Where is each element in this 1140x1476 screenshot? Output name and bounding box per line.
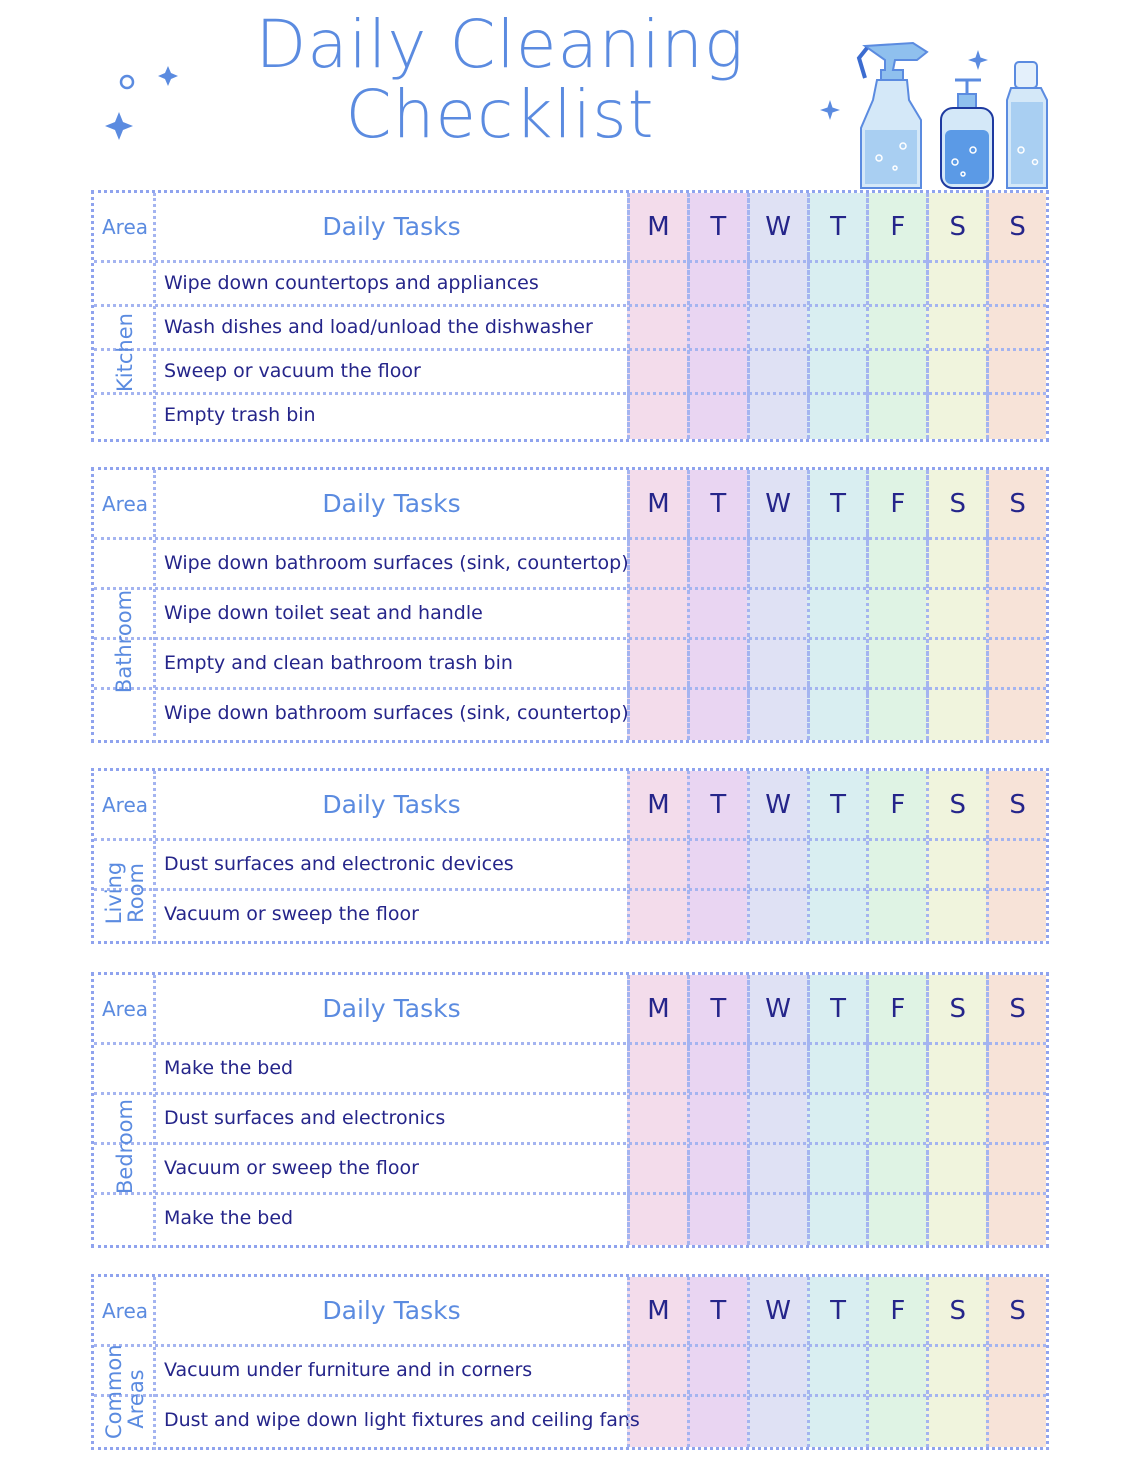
task-row <box>94 1397 1046 1447</box>
check-cell-tue[interactable] <box>687 307 747 348</box>
tasks-header-label: Daily Tasks <box>322 489 461 518</box>
check-cell-sun[interactable] <box>986 841 1046 888</box>
check-cell-fri[interactable] <box>866 1095 926 1142</box>
table-header-row <box>94 193 1046 263</box>
task-label: Dust surfaces and electronic devices <box>164 853 514 875</box>
cleaning-bottles-illustration <box>855 38 1055 193</box>
check-cell-mon[interactable] <box>627 263 687 304</box>
area-label: Living Room <box>102 861 148 924</box>
day-header: T <box>687 975 747 1042</box>
day-header: F <box>866 1277 926 1344</box>
check-cell-sun[interactable] <box>986 395 1046 439</box>
check-cell-tue[interactable] <box>687 891 747 941</box>
task-label: Vacuum under furniture and in corners <box>164 1359 533 1381</box>
check-cell-wed[interactable] <box>747 1397 807 1447</box>
check-cell-fri[interactable] <box>866 690 926 740</box>
check-cell-thu[interactable] <box>807 841 867 888</box>
check-cell-sat[interactable] <box>926 1397 986 1447</box>
check-cell-thu[interactable] <box>807 640 867 687</box>
check-cell-thu[interactable] <box>807 1145 867 1192</box>
table-header-row <box>94 1277 1046 1347</box>
check-cell-wed[interactable] <box>747 1045 807 1092</box>
day-header: S <box>926 1277 986 1344</box>
day-header: W <box>747 1277 807 1344</box>
table-header-row <box>94 975 1046 1045</box>
check-cell-wed[interactable] <box>747 395 807 439</box>
check-cell-thu[interactable] <box>807 1095 867 1142</box>
check-cell-sat[interactable] <box>926 590 986 637</box>
day-header: T <box>687 1277 747 1344</box>
task-label: Make the bed <box>164 1057 294 1079</box>
check-cell-sat[interactable] <box>926 640 986 687</box>
check-cell-wed[interactable] <box>747 1195 807 1245</box>
area-label: Common Areas <box>102 1343 148 1439</box>
day-header: S <box>986 771 1046 838</box>
tasks-header-label: Daily Tasks <box>322 790 461 819</box>
check-cell-tue[interactable] <box>687 1347 747 1394</box>
task-label: Dust surfaces and electronics <box>164 1107 446 1129</box>
check-cell-thu[interactable] <box>807 891 867 941</box>
area-label: Bathroom <box>112 589 137 694</box>
check-cell-tue[interactable] <box>687 1145 747 1192</box>
check-cell-sat[interactable] <box>926 1145 986 1192</box>
check-cell-sun[interactable] <box>986 891 1046 941</box>
checklist-table-1 <box>91 467 1049 743</box>
day-header: M <box>627 470 687 537</box>
check-cell-mon[interactable] <box>627 841 687 888</box>
check-cell-sun[interactable] <box>986 351 1046 392</box>
check-cell-mon[interactable] <box>627 1195 687 1245</box>
check-cell-thu[interactable] <box>807 395 867 439</box>
day-header: F <box>866 470 926 537</box>
task-row <box>94 1347 1046 1397</box>
check-cell-tue[interactable] <box>687 590 747 637</box>
check-cell-tue[interactable] <box>687 1095 747 1142</box>
task-label: Wipe down toilet seat and handle <box>164 602 483 624</box>
check-cell-tue[interactable] <box>687 351 747 392</box>
check-cell-wed[interactable] <box>747 841 807 888</box>
area-column <box>94 1045 156 1248</box>
check-cell-thu[interactable] <box>807 1045 867 1092</box>
check-cell-wed[interactable] <box>747 351 807 392</box>
check-cell-wed[interactable] <box>747 540 807 587</box>
check-cell-sat[interactable] <box>926 1195 986 1245</box>
check-cell-thu[interactable] <box>807 590 867 637</box>
task-row <box>94 891 1046 941</box>
task-row <box>94 690 1046 740</box>
area-header-label: Area <box>101 997 149 1021</box>
check-cell-fri[interactable] <box>866 307 926 348</box>
area-header-label: Area <box>101 1299 149 1323</box>
check-cell-sat[interactable] <box>926 351 986 392</box>
check-cell-fri[interactable] <box>866 640 926 687</box>
check-cell-mon[interactable] <box>627 540 687 587</box>
check-cell-mon[interactable] <box>627 1397 687 1447</box>
day-header: F <box>866 771 926 838</box>
day-header: T <box>807 470 867 537</box>
task-row <box>94 263 1046 307</box>
sparkle-decoration-icon <box>100 60 190 150</box>
check-cell-sat[interactable] <box>926 395 986 439</box>
task-label: Wipe down bathroom surfaces (sink, countertop) <box>164 552 629 574</box>
check-cell-thu[interactable] <box>807 1347 867 1394</box>
check-cell-sun[interactable] <box>986 1095 1046 1142</box>
area-column <box>94 1343 156 1450</box>
check-cell-wed[interactable] <box>747 640 807 687</box>
check-cell-thu[interactable] <box>807 1195 867 1245</box>
task-label: Dust and wipe down light fixtures and ceiling fans <box>164 1409 640 1431</box>
check-cell-sat[interactable] <box>926 1347 986 1394</box>
check-cell-tue[interactable] <box>687 841 747 888</box>
day-header: T <box>687 470 747 537</box>
task-row <box>94 540 1046 590</box>
check-cell-thu[interactable] <box>807 1397 867 1447</box>
area-header-label: Area <box>101 215 149 239</box>
check-cell-mon[interactable] <box>627 590 687 637</box>
check-cell-thu[interactable] <box>807 263 867 304</box>
area-header-label: Area <box>101 492 149 516</box>
check-cell-tue[interactable] <box>687 690 747 740</box>
check-cell-mon[interactable] <box>627 1145 687 1192</box>
task-label: Sweep or vacuum the floor <box>164 360 421 382</box>
check-cell-mon[interactable] <box>627 351 687 392</box>
check-cell-fri[interactable] <box>866 263 926 304</box>
check-cell-sat[interactable] <box>926 690 986 740</box>
check-cell-sun[interactable] <box>986 540 1046 587</box>
day-header: T <box>807 771 867 838</box>
table-header-row <box>94 470 1046 540</box>
check-cell-mon[interactable] <box>627 1095 687 1142</box>
area-label: Bedroom <box>112 1099 137 1194</box>
check-cell-sat[interactable] <box>926 891 986 941</box>
check-cell-fri[interactable] <box>866 1397 926 1447</box>
check-cell-wed[interactable] <box>747 307 807 348</box>
area-header-cell <box>94 470 156 537</box>
check-cell-wed[interactable] <box>747 690 807 740</box>
day-header: S <box>926 193 986 260</box>
check-cell-tue[interactable] <box>687 1397 747 1447</box>
check-cell-sun[interactable] <box>986 1347 1046 1394</box>
check-cell-sun[interactable] <box>986 1195 1046 1245</box>
page-title-line1: Daily Cleaning <box>255 6 745 83</box>
check-cell-tue[interactable] <box>687 1045 747 1092</box>
check-cell-thu[interactable] <box>807 690 867 740</box>
area-header-cell <box>94 193 156 260</box>
check-cell-fri[interactable] <box>866 1347 926 1394</box>
task-row <box>94 1095 1046 1145</box>
day-header: T <box>807 975 867 1042</box>
check-cell-sun[interactable] <box>986 640 1046 687</box>
area-header-cell <box>94 1277 156 1344</box>
page-title-line2: Checklist <box>345 76 655 153</box>
area-label: Kitchen <box>112 313 137 392</box>
task-label: Vacuum or sweep the floor <box>164 1157 419 1179</box>
table-header-row <box>94 771 1046 841</box>
area-column <box>94 263 156 442</box>
day-header: W <box>747 771 807 838</box>
task-row <box>94 1145 1046 1195</box>
area-header-cell <box>94 771 156 838</box>
area-header-cell <box>94 975 156 1042</box>
task-label: Wipe down countertops and appliances <box>164 272 539 294</box>
check-cell-thu[interactable] <box>807 307 867 348</box>
check-cell-sun[interactable] <box>986 1145 1046 1192</box>
check-cell-fri[interactable] <box>866 1145 926 1192</box>
day-header: S <box>986 470 1046 537</box>
day-header: M <box>627 193 687 260</box>
task-row <box>94 351 1046 395</box>
check-cell-sat[interactable] <box>926 841 986 888</box>
sparkle-icon <box>818 98 842 122</box>
check-cell-wed[interactable] <box>747 1347 807 1394</box>
check-cell-tue[interactable] <box>687 540 747 587</box>
day-header: T <box>807 193 867 260</box>
checklist-table-2 <box>91 768 1049 944</box>
day-header: S <box>926 771 986 838</box>
check-cell-mon[interactable] <box>627 1045 687 1092</box>
check-cell-sat[interactable] <box>926 540 986 587</box>
day-header: S <box>926 470 986 537</box>
task-label: Vacuum or sweep the floor <box>164 903 419 925</box>
task-label: Wash dishes and load/unload the dishwasher <box>164 316 593 338</box>
check-cell-mon[interactable] <box>627 690 687 740</box>
check-cell-fri[interactable] <box>866 395 926 439</box>
check-cell-sun[interactable] <box>986 1045 1046 1092</box>
check-cell-fri[interactable] <box>866 1045 926 1092</box>
check-cell-fri[interactable] <box>866 540 926 587</box>
task-label: Empty trash bin <box>164 404 316 426</box>
check-cell-sat[interactable] <box>926 307 986 348</box>
day-header: W <box>747 470 807 537</box>
tasks-header-label: Daily Tasks <box>322 212 461 241</box>
check-cell-fri[interactable] <box>866 841 926 888</box>
check-cell-sat[interactable] <box>926 1095 986 1142</box>
checklist-table-3 <box>91 972 1049 1248</box>
day-header: S <box>986 1277 1046 1344</box>
check-cell-wed[interactable] <box>747 1095 807 1142</box>
check-cell-tue[interactable] <box>687 640 747 687</box>
check-cell-mon[interactable] <box>627 1347 687 1394</box>
task-label: Empty and clean bathroom trash bin <box>164 652 513 674</box>
day-header: F <box>866 193 926 260</box>
check-cell-fri[interactable] <box>866 1195 926 1245</box>
checklist-table-0 <box>91 190 1049 442</box>
check-cell-wed[interactable] <box>747 263 807 304</box>
checklist-table-4 <box>91 1274 1049 1450</box>
check-cell-sat[interactable] <box>926 1045 986 1092</box>
day-header: T <box>687 771 747 838</box>
day-header: S <box>986 975 1046 1042</box>
check-cell-thu[interactable] <box>807 351 867 392</box>
check-cell-wed[interactable] <box>747 891 807 941</box>
task-row <box>94 1195 1046 1245</box>
check-cell-wed[interactable] <box>747 1145 807 1192</box>
check-cell-sat[interactable] <box>926 263 986 304</box>
task-row <box>94 1045 1046 1095</box>
task-row <box>94 395 1046 439</box>
check-cell-sun[interactable] <box>986 590 1046 637</box>
check-cell-tue[interactable] <box>687 263 747 304</box>
area-column <box>94 540 156 743</box>
check-cell-tue[interactable] <box>687 395 747 439</box>
check-cell-sun[interactable] <box>986 263 1046 304</box>
day-header: M <box>627 1277 687 1344</box>
check-cell-wed[interactable] <box>747 590 807 637</box>
day-header: F <box>866 975 926 1042</box>
check-cell-sun[interactable] <box>986 307 1046 348</box>
check-cell-fri[interactable] <box>866 351 926 392</box>
area-header-label: Area <box>101 793 149 817</box>
check-cell-mon[interactable] <box>627 640 687 687</box>
day-header: W <box>747 193 807 260</box>
task-row <box>94 307 1046 351</box>
task-label: Wipe down bathroom surfaces (sink, countertop) <box>164 702 629 724</box>
task-row <box>94 841 1046 891</box>
check-cell-mon[interactable] <box>627 395 687 439</box>
check-cell-fri[interactable] <box>866 891 926 941</box>
task-row <box>94 590 1046 640</box>
day-header: M <box>627 975 687 1042</box>
day-header: T <box>807 1277 867 1344</box>
check-cell-fri[interactable] <box>866 590 926 637</box>
check-cell-tue[interactable] <box>687 1195 747 1245</box>
check-cell-sun[interactable] <box>986 690 1046 740</box>
tasks-header-label: Daily Tasks <box>322 994 461 1023</box>
day-header: W <box>747 975 807 1042</box>
check-cell-sun[interactable] <box>986 1397 1046 1447</box>
check-cell-mon[interactable] <box>627 307 687 348</box>
check-cell-mon[interactable] <box>627 891 687 941</box>
day-header: S <box>926 975 986 1042</box>
day-header: M <box>627 771 687 838</box>
day-header: T <box>687 193 747 260</box>
day-header: S <box>986 193 1046 260</box>
tasks-header-label: Daily Tasks <box>322 1296 461 1325</box>
area-column <box>94 841 156 944</box>
task-label: Make the bed <box>164 1207 294 1229</box>
task-row <box>94 640 1046 690</box>
check-cell-thu[interactable] <box>807 540 867 587</box>
